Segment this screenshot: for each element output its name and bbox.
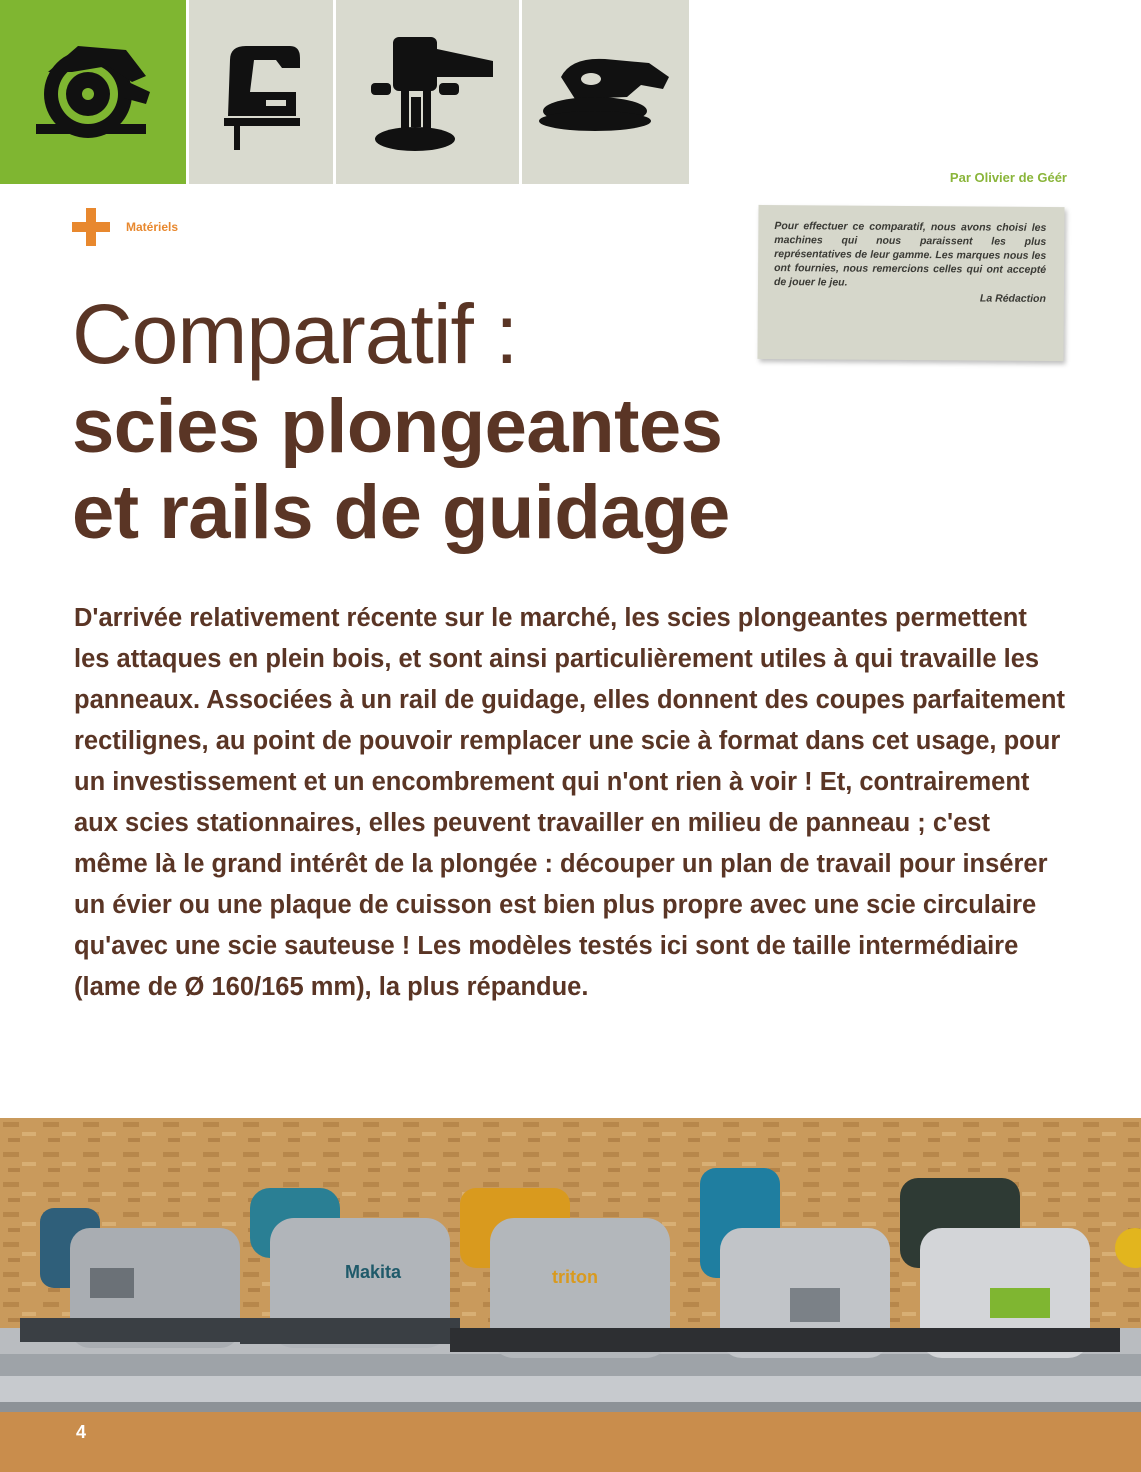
tab-circular-saw[interactable]: [0, 0, 186, 184]
editorial-note-text: Pour effectuer ce comparatif, nous avons choisi les machines qui nous paraissent les plus représentatives de leur gamme. Les marques nous les ont fournies, nous remercions celles qui ont accepté de jouer le jeu.: [773, 220, 1047, 289]
title-line-1: Comparatif :: [72, 287, 518, 381]
rubric-label: Matériels: [126, 220, 179, 234]
saw-2-label: Makita: [345, 1262, 402, 1282]
router-icon: [353, 27, 503, 157]
editorial-note: [757, 205, 1064, 361]
lead-paragraph: D'arrivée relativement récente sur le marché, les scies plongeantes permettent les attaques en plein bois, et sont ainsi particulièrement utiles à qui travaille les panneaux. Associées à un rail de guidage, elles donnent des coupes parfaitement rectilignes, au point de pouvoir remplacer une scie à format dans cet usage, pour un investissement et un encombrement qui n'ont rien à voir ! Et, contrairement aux scies stationnaires, elles peuvent travailler en milieu de panneau ; c'est même là le grand intérêt de la plongée : découper un plan de travail pour insérer un évier ou une plaque de cuisson est bien plus propre avec une scie circulaire qu'avec une scie sauteuse ! Les modèles testés ici sont de taille intermédiaire (lame de Ø 160/165 mm), la plus répandue.: [74, 604, 1066, 1001]
jigsaw-icon: [216, 32, 306, 152]
page-number: 4: [76, 1422, 87, 1442]
title-line-2-3: [72, 384, 730, 556]
plus-icon: [72, 208, 110, 246]
rubric: [72, 208, 178, 246]
saw-1: [20, 1208, 250, 1348]
title-line-2: scies plongeantes: [72, 384, 723, 469]
saws-photo-illustration: [0, 1118, 1141, 1472]
circular-saw-icon: [28, 32, 158, 152]
tool-tabs: [0, 0, 689, 184]
orbital-sander-icon: [531, 37, 681, 147]
editorial-note-signature: La Rédaction: [979, 292, 1046, 305]
saws-photo: [0, 1118, 1141, 1472]
tab-jigsaw[interactable]: [189, 0, 333, 184]
byline: Par Olivier de Géér: [949, 170, 1067, 185]
tab-orbital-sander[interactable]: [522, 0, 689, 184]
saw-3-label: triton: [552, 1267, 598, 1287]
tab-router[interactable]: [336, 0, 519, 184]
title-line-3: et rails de guidage: [72, 470, 730, 555]
